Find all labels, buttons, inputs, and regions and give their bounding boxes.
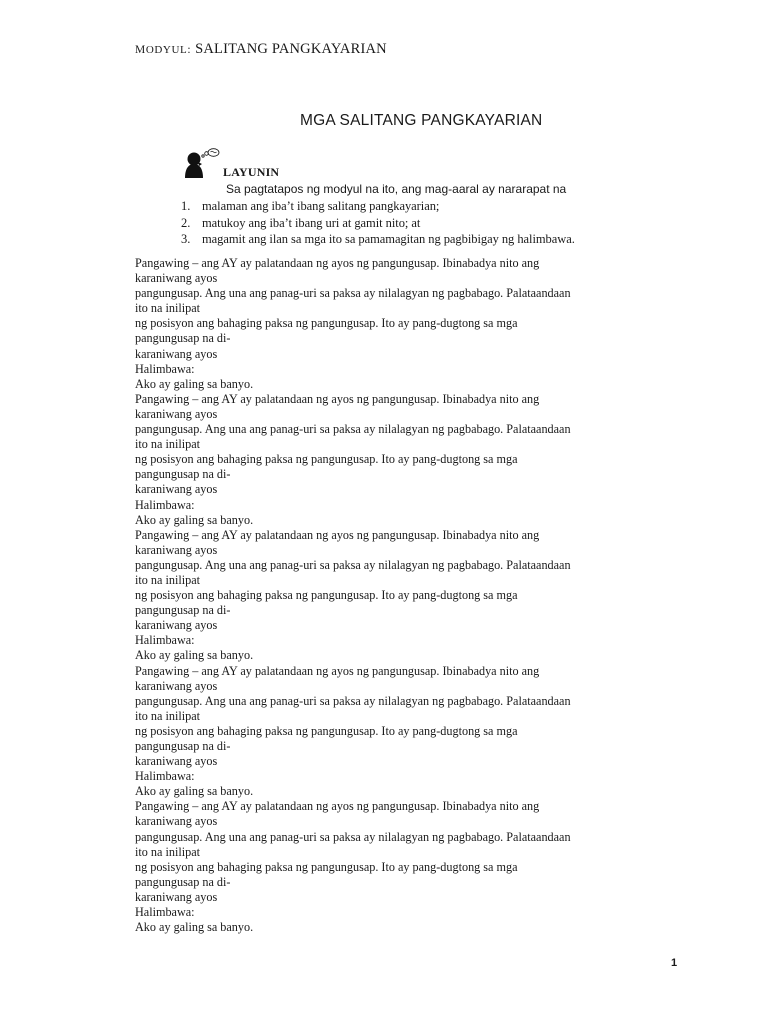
objective-text: malaman ang iba’t ibang salitang pangkayarian; (202, 199, 440, 213)
text-line: pangungusap. Ang una ang panag-uri sa paksa ay nilalagyan ng pagbabago. Palataandaan (135, 422, 571, 437)
text-line: pangungusap na di- (135, 739, 231, 753)
text-line: Pangawing – ang AY ay palatandaan ng ayos ng pangungusap. Ibinabadya nito ang (135, 663, 540, 678)
objective-number: 2. (181, 215, 191, 230)
objectives-list (181, 198, 575, 248)
text-line: pangungusap na di- (135, 331, 231, 346)
text-line: Halimbawa: (135, 769, 195, 784)
text-line: Halimbawa: (135, 633, 195, 648)
text-line: karaniwang ayos (135, 346, 218, 361)
text-line: Ako ay galing sa banyo. (135, 376, 254, 391)
page-number: 1 (671, 957, 678, 969)
header-subject: SALITANG PANGKAYARIAN (195, 41, 387, 57)
text-line: pangungusap. Ang una ang panag-uri sa paksa ay nilalagyan ng pagbabago. Palataandaan (135, 829, 571, 844)
text-line: Pangawing – ang AY ay palatandaan ng ayos ng pangungusap. Ibinabadya nito ang (135, 799, 540, 814)
running-header (135, 40, 387, 58)
objective-text: magamit ang ilan sa mga ito sa pamamagitan ng pagbibigay ng halimbawa. (202, 232, 575, 246)
text-line: pangungusap na di- (135, 467, 231, 482)
definition-entry (135, 256, 683, 392)
thinking-person-icon (182, 148, 220, 178)
text-line: karaniwang ayos (135, 271, 218, 286)
text-line: ito na inilipat (135, 301, 200, 316)
text-line: pangungusap na di- (135, 874, 231, 889)
text-line: Ako ay galing sa banyo. (135, 920, 254, 935)
text-line: Ako ay galing sa banyo. (135, 648, 254, 663)
text-line: ito na inilipat (135, 572, 200, 587)
text-line: ng posisyon ang bahaging paksa ng pangungusap. Ito ay pang-dugtong sa mga (135, 452, 518, 467)
text-line: ng posisyon ang bahaging paksa ng pangungusap. Ito ay pang-dugtong sa mga (135, 723, 518, 738)
text-line: pangungusap na di- (135, 603, 231, 618)
text-line: Pangawing – ang AY ay palatandaan ng ayos ng pangungusap. Ibinabadya nito ang (135, 527, 540, 542)
objective-item (181, 215, 575, 232)
definition-entry (135, 392, 683, 528)
objective-number: 1. (181, 199, 191, 213)
text-line: pangungusap. Ang una ang panag-uri sa paksa ay nilalagyan ng pagbabago. Palataandaan (135, 557, 571, 572)
text-line: Pangawing – ang AY ay palatandaan ng ayos ng pangungusap. Ibinabadya nito ang (135, 256, 540, 270)
text-line: karaniwang ayos (135, 678, 218, 693)
text-line: pangungusap. Ang una ang panag-uri sa paksa ay nilalagyan ng pagbabago. Palataandaan (135, 693, 571, 708)
text-line: karaniwang ayos (135, 754, 218, 769)
text-line: Ako ay galing sa banyo. (135, 512, 254, 527)
objective-item (181, 231, 575, 248)
header-label-initial: M (135, 44, 146, 56)
text-line: karaniwang ayos (135, 814, 218, 829)
body-text (135, 256, 683, 935)
objective-item (181, 198, 575, 215)
text-line: Pangawing – ang AY ay palatandaan ng ayos ng pangungusap. Ibinabadya nito ang (135, 391, 540, 406)
header-label-rest: ODYUL (145, 44, 188, 56)
text-line: karaniwang ayos (135, 618, 218, 633)
definition-entry (135, 664, 683, 800)
definition-entry (135, 528, 683, 664)
text-line: karaniwang ayos (135, 889, 218, 904)
objective-text: matukoy ang iba’t ibang uri at gamit nito; at (202, 215, 421, 230)
text-line: karaniwang ayos (135, 482, 218, 497)
text-line: Ako ay galing sa banyo. (135, 784, 254, 799)
definition-entry (135, 799, 683, 935)
objective-number: 3. (181, 232, 191, 246)
text-line: ng posisyon ang bahaging paksa ng pangungusap. Ito ay pang-dugtong sa mga (135, 588, 518, 603)
text-line: ng posisyon ang bahaging paksa ng pangungusap. Ito ay pang-dugtong sa mga (135, 859, 518, 874)
text-line: karaniwang ayos (135, 542, 218, 557)
text-line: karaniwang ayos (135, 406, 218, 421)
page-title: MGA SALITANG PANGKAYARIAN (300, 112, 543, 129)
text-line: Halimbawa: (135, 905, 195, 920)
text-line: Halimbawa: (135, 497, 195, 512)
objectives-heading: LAYUNIN (223, 165, 280, 179)
text-line: Halimbawa: (135, 361, 195, 376)
text-line: ito na inilipat (135, 437, 200, 452)
objectives-intro: Sa pagtatapos ng modyul na ito, ang mag-aaral ay nararapat na (226, 182, 567, 196)
text-line: ito na inilipat (135, 708, 200, 723)
text-line: pangungusap. Ang una ang panag-uri sa paksa ay nilalagyan ng pagbabago. Palataandaan (135, 286, 571, 301)
header-label-colon: : (187, 44, 192, 56)
text-line: ng posisyon ang bahaging paksa ng pangungusap. Ito ay pang-dugtong sa mga (135, 316, 518, 331)
text-line: ito na inilipat (135, 844, 200, 859)
